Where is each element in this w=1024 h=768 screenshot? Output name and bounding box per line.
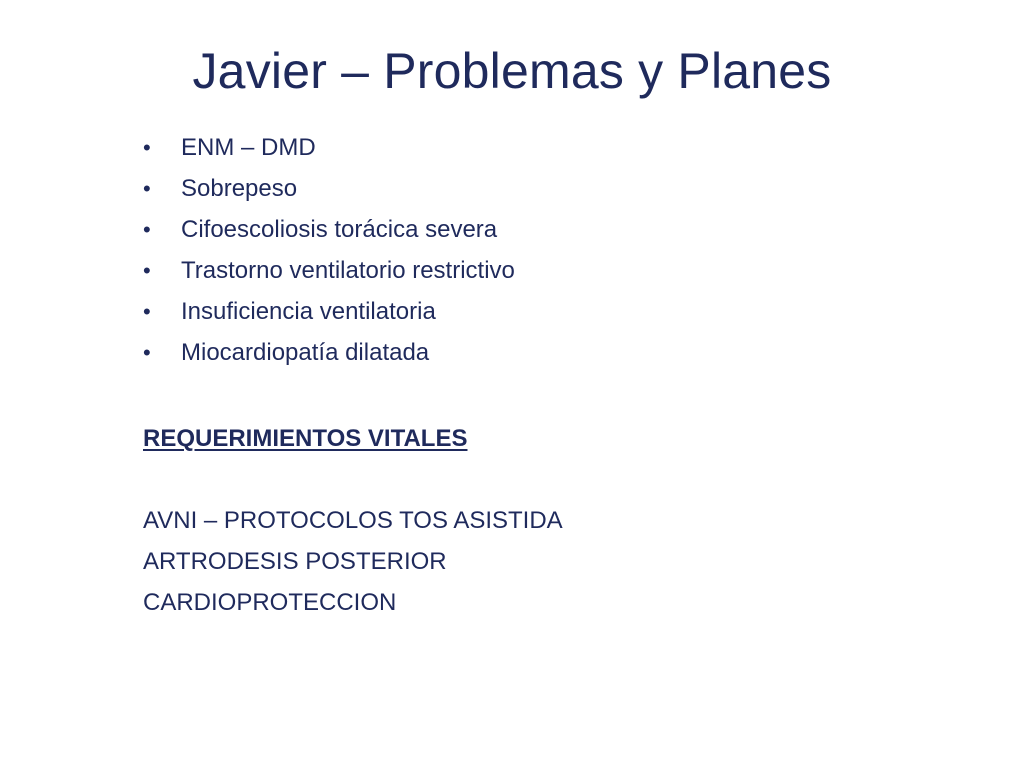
plan-item: CARDIOPROTECCION — [143, 589, 397, 616]
plan-item: AVNI – PROTOCOLOS TOS ASISTIDA — [143, 507, 563, 534]
list-item — [140, 250, 515, 291]
bullet-icon: • — [143, 258, 151, 283]
bullet-icon: • — [143, 176, 151, 201]
list-item — [140, 291, 515, 332]
problem-list — [140, 127, 515, 373]
problem-text: Sobrepeso — [181, 175, 298, 202]
problem-text: Cifoescoliosis torácica severa — [181, 216, 498, 243]
section-heading: REQUERIMIENTOS VITALES — [143, 425, 468, 452]
list-item — [140, 209, 515, 250]
plan-item: ARTRODESIS POSTERIOR — [143, 548, 447, 575]
problem-text: Insuficiencia ventilatoria — [181, 298, 436, 325]
bullet-icon: • — [143, 340, 151, 365]
list-item — [140, 127, 515, 168]
problem-text: Miocardiopatía dilatada — [181, 339, 430, 366]
problem-text: ENM – DMD — [181, 134, 316, 161]
list-item — [140, 332, 515, 373]
problem-text: Trastorno ventilatorio restrictivo — [181, 257, 515, 284]
plan-list — [143, 500, 563, 623]
bullet-icon: • — [143, 299, 151, 324]
bullet-icon: • — [143, 217, 151, 242]
bullet-icon: • — [143, 135, 151, 160]
slide-title: Javier – Problemas y Planes — [192, 43, 832, 99]
list-item — [140, 168, 515, 209]
